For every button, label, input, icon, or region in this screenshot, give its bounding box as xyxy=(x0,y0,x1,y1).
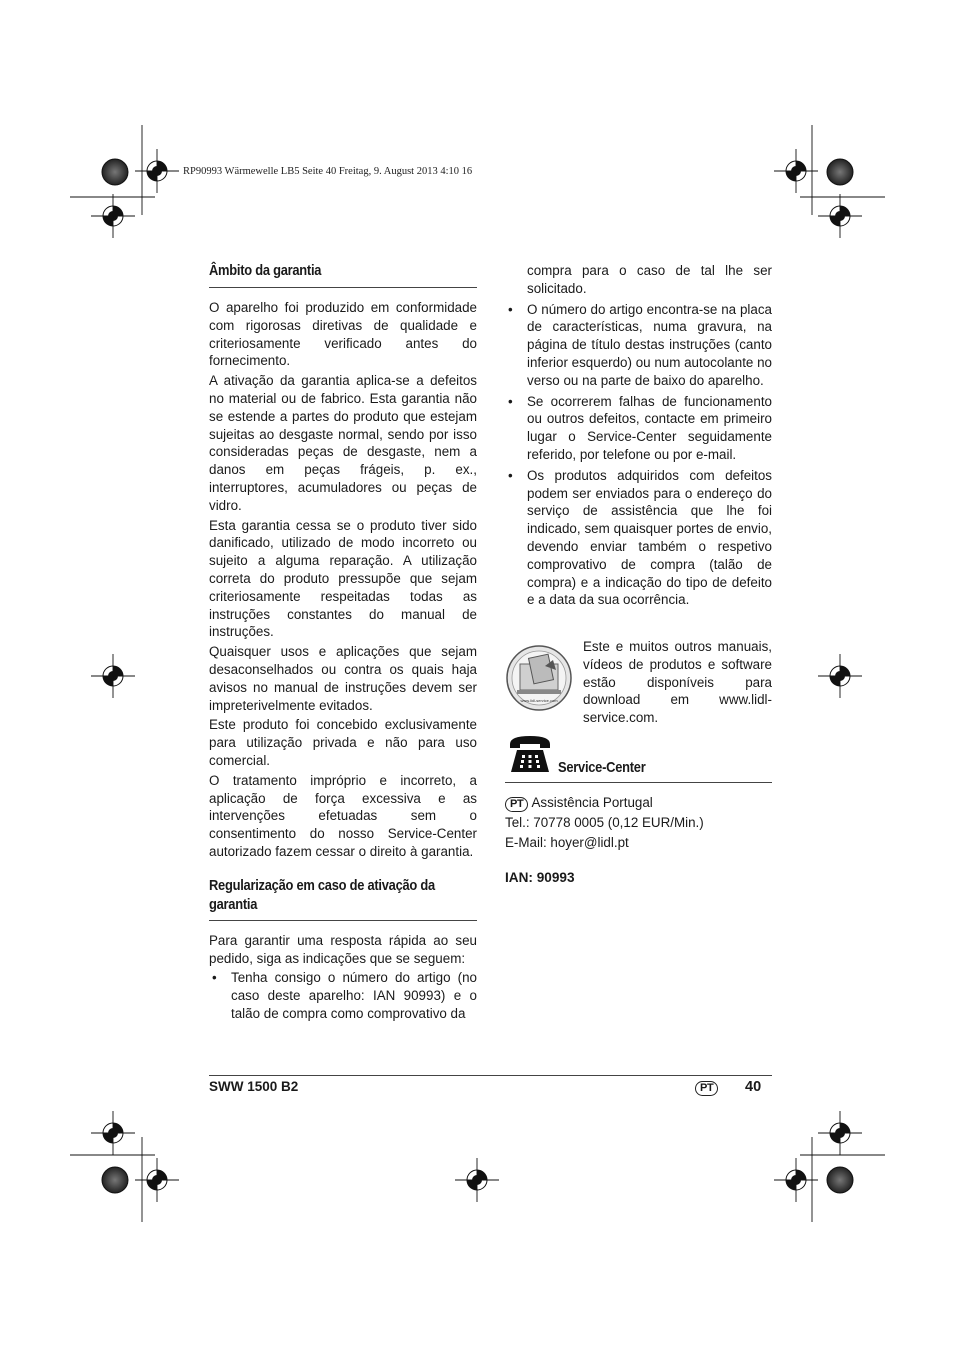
registration-mark-r1 xyxy=(818,194,862,238)
paragraph: Para garantir uma resposta rápida ao seu pedido, siga as indicações que se seguem: xyxy=(209,932,477,966)
list-item xyxy=(505,393,772,464)
color-wheel-bl xyxy=(102,1167,128,1193)
left-column xyxy=(209,262,477,1026)
registration-mark-r2 xyxy=(818,654,862,698)
bullet-list xyxy=(209,969,477,1022)
bullet-dot: • xyxy=(508,393,513,409)
registration-mark-l1 xyxy=(91,194,135,238)
bullet-dot: • xyxy=(212,970,217,986)
bullet-dot: • xyxy=(508,467,513,483)
lidl-logo-url: www.lidl-service.com xyxy=(520,698,558,703)
registration-mark-tr xyxy=(774,149,818,193)
service-email: E-Mail: hoyer@lidl.pt xyxy=(505,835,629,850)
continuation-text: compra para o caso de tal lhe ser solicitado. xyxy=(527,263,772,296)
paragraph: Quaisquer usos e aplicações que sejam desaconselhados ou contra os quais haja avisos no manual de instruções devem ser impreterivelmente evitados. xyxy=(209,644,477,713)
lidl-service-text: Este e muitos outros manuais, vídeos de produtos e software estão disponíveis para download em www.lidl-service.com. xyxy=(583,639,772,726)
section-heading-service-center: Service-Center xyxy=(558,759,646,776)
registration-mark-l2 xyxy=(91,654,135,698)
registration-mark-bc xyxy=(455,1158,499,1202)
lidl-service-block xyxy=(505,638,772,729)
paragraph: Esta garantia cessa se o produto tiver sido danificado, utilizado de modo incorreto ou sujeito a alguma reparação. A utilização correta do produto pressupõe que sejam criteriosamente respeitadas todas as instruções constantes do manual de instruções. xyxy=(209,517,477,640)
paragraph: O tratamento impróprio e incorreto, a aplicação de força excessiva e as intervenções efetuadas sem o consentimento do nosso Service-Center autorizado fazem cessar o direito à garantia. xyxy=(209,772,477,859)
right-column xyxy=(505,262,772,612)
bullet-dot: • xyxy=(508,301,513,317)
service-phone: Tel.: 70778 0005 (0,12 EUR/Min.) xyxy=(505,815,704,830)
assist-text: Assistência Portugal xyxy=(531,795,653,810)
list-item xyxy=(209,969,477,1022)
country-badge: PT xyxy=(505,797,528,812)
section-heading-warranty-scope: Âmbito da garantia xyxy=(209,262,322,279)
lidl-service-logo-icon xyxy=(505,644,573,712)
registration-mark-l3 xyxy=(91,1111,135,1155)
list-item xyxy=(505,301,772,390)
footer-rule xyxy=(209,1075,772,1076)
print-slug: RP90993 Wärmewelle LB5 Seite 40 Freitag, 9. August 2013 4:10 16 xyxy=(183,166,473,177)
registration-mark-r3 xyxy=(818,1111,862,1155)
list-item-text: O número do artigo encontra-se na placa de características, numa gravura, na página de título destas instruções (canto inferior esquerdo) ou num autocolante no verso ou na parte de baixo do aparelho. xyxy=(527,301,772,388)
list-item-text: Tenha consigo o número do artigo (no caso deste aparelho: IAN 90993) e o talão de compra como comprovativo da xyxy=(231,970,477,1021)
ian-number: IAN: 90993 xyxy=(505,870,575,885)
heading-text: Regularização em caso de ativação da garantia xyxy=(209,876,435,913)
registration-mark-br xyxy=(774,1158,818,1202)
color-wheel-tr xyxy=(827,159,853,185)
bullet-list xyxy=(505,301,772,610)
service-assist-line xyxy=(505,794,653,812)
section-heading-warranty-claim xyxy=(209,876,467,914)
color-wheel-br xyxy=(827,1167,853,1193)
footer-model: SWW 1500 B2 xyxy=(209,1079,299,1094)
list-item-text: Os produtos adquiridos com defeitos podem ser enviados para o endereço do serviço de assistência que lhe foi indicado, sem quaisquer portes de envio, devendo enviar também o respetivo comprovativo de compra (talão de compra) e a indicação do tipo de defeito e a data da sua ocorrência. xyxy=(527,467,772,608)
telephone-icon xyxy=(507,734,553,774)
list-item-text: Se ocorrerem falhas de funcionamento ou outros defeitos, contacte em primeiro lugar o Service-Center seguidamente referido, por telefone ou por e-mail. xyxy=(527,393,772,462)
paragraph: A ativação da garantia aplica-se a defeitos no material ou de fabrico. Esta garantia não se estende a partes do produto que estejam sujeitas ao desgaste normal, sendo por isso consideradas peças de desgaste, nem a danos em peças frágeis, p. ex., interruptores, acumuladores ou peças de vidro. xyxy=(209,373,477,513)
footer-language-badge: PT xyxy=(695,1081,718,1096)
color-wheel-tl xyxy=(102,159,128,185)
page-number: 40 xyxy=(745,1079,762,1095)
heading-rule xyxy=(505,782,772,783)
heading-rule xyxy=(209,920,477,921)
heading-rule xyxy=(209,287,477,288)
paragraph: Este produto foi concebido exclusivamente para utilização privada e não para uso comercial. xyxy=(209,717,477,768)
list-item xyxy=(505,467,772,609)
paragraph: O aparelho foi produzido em conformidade com rigorosas diretivas de qualidade e criteriosamente verificado antes do fornecimento. xyxy=(209,300,477,369)
